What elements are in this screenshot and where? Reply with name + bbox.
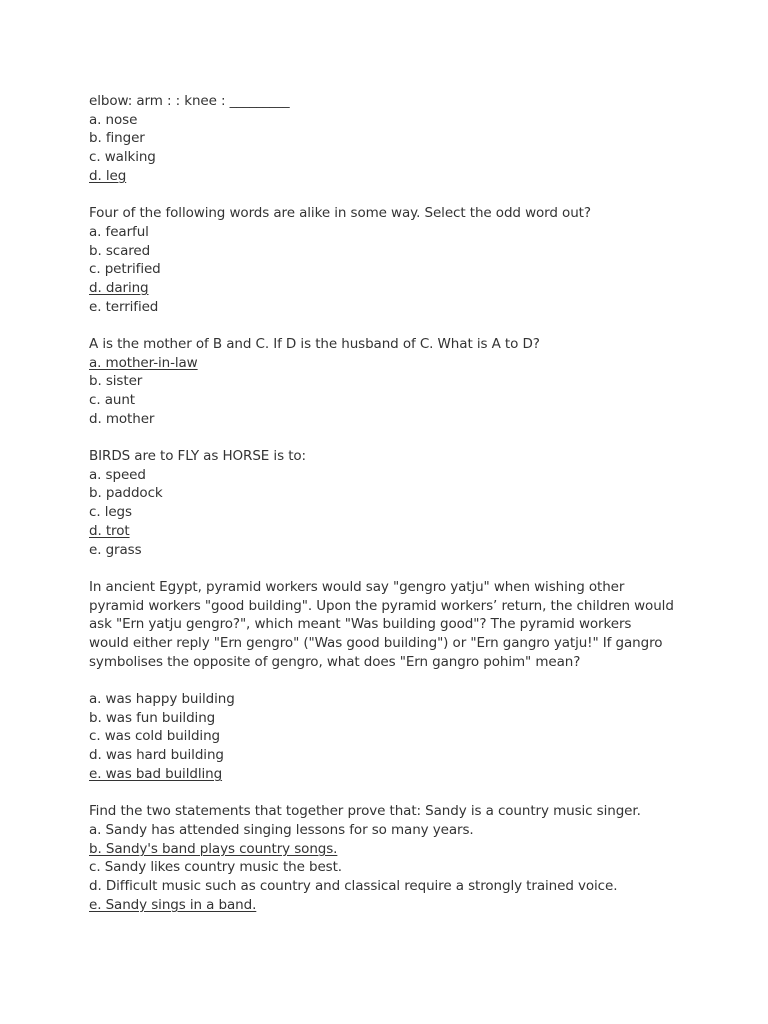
question-paragraph xyxy=(89,578,729,671)
paragraph-line: pyramid workers "good building". Upon the pyramid workers’ return, the children would xyxy=(89,597,674,614)
answer-option: a. Sandy has attended singing lessons for so many years. xyxy=(89,821,474,838)
question-prompt: Find the two statements that together prove that: Sandy is a country music singer. xyxy=(89,803,641,820)
answer-option: b. finger xyxy=(89,130,145,147)
question-block xyxy=(89,92,729,185)
answer-option-correct: d. daring xyxy=(89,279,149,296)
answer-option: a. fearful xyxy=(89,223,149,240)
answer-option-correct: a. mother-in-law xyxy=(89,354,198,371)
answer-option: c. legs xyxy=(89,504,132,521)
answer-option-correct: b. Sandy's band plays country songs. xyxy=(89,840,338,857)
paragraph-line: ask "Ern yatju gengro?", which meant "Was building good"? The pyramid workers xyxy=(89,616,632,633)
answer-option: b. was fun building xyxy=(89,709,216,726)
document-page xyxy=(89,92,729,933)
answer-option: c. was cold building xyxy=(89,728,221,745)
question-prompt: A is the mother of B and C. If D is the husband of C. What is A to D? xyxy=(89,335,540,352)
answer-option: a. speed xyxy=(89,466,146,483)
answer-option: d. mother xyxy=(89,410,155,427)
paragraph-line: would either reply "Ern gengro" ("Was good building") or "Ern gangro yatju!" If gangro xyxy=(89,634,663,651)
question-block xyxy=(89,335,729,428)
answer-option: b. sister xyxy=(89,373,143,390)
answer-option: c. petrified xyxy=(89,261,161,278)
answer-option-correct: d. leg xyxy=(89,167,127,184)
answer-option: d. was hard building xyxy=(89,747,224,764)
answer-option: c. aunt xyxy=(89,392,135,408)
question-prompt: BIRDS are to FLY as HORSE is to: xyxy=(89,448,306,465)
paragraph-line: In ancient Egypt, pyramid workers would say "gengro yatju" when wishing other xyxy=(89,578,625,595)
answer-option-correct: d. trot xyxy=(89,522,130,539)
answer-option-correct: e. was bad buildling xyxy=(89,765,223,782)
answer-option: e. grass xyxy=(89,541,142,558)
answer-option: d. Difficult music such as country and classical require a strongly trained voice. xyxy=(89,877,618,894)
answer-option: c. Sandy likes country music the best. xyxy=(89,859,342,876)
question-options xyxy=(89,690,729,783)
question-block xyxy=(89,802,729,914)
answer-option: a. was happy building xyxy=(89,691,235,707)
answer-option: b. scared xyxy=(89,242,151,259)
answer-option: c. walking xyxy=(89,149,156,166)
question-prompt: Four of the following words are alike in some way. Select the odd word out? xyxy=(89,205,591,222)
question-block xyxy=(89,204,729,316)
answer-option: e. terrified xyxy=(89,298,159,315)
answer-option: a. nose xyxy=(89,111,138,128)
paragraph-line: symbolises the opposite of gengro, what does "Ern gangro pohim" mean? xyxy=(89,653,581,670)
answer-option: b. paddock xyxy=(89,485,163,502)
answer-option-correct: e. Sandy sings in a band. xyxy=(89,896,257,913)
question-block xyxy=(89,447,729,559)
question-prompt: elbow: arm : : knee : _________ xyxy=(89,93,290,109)
